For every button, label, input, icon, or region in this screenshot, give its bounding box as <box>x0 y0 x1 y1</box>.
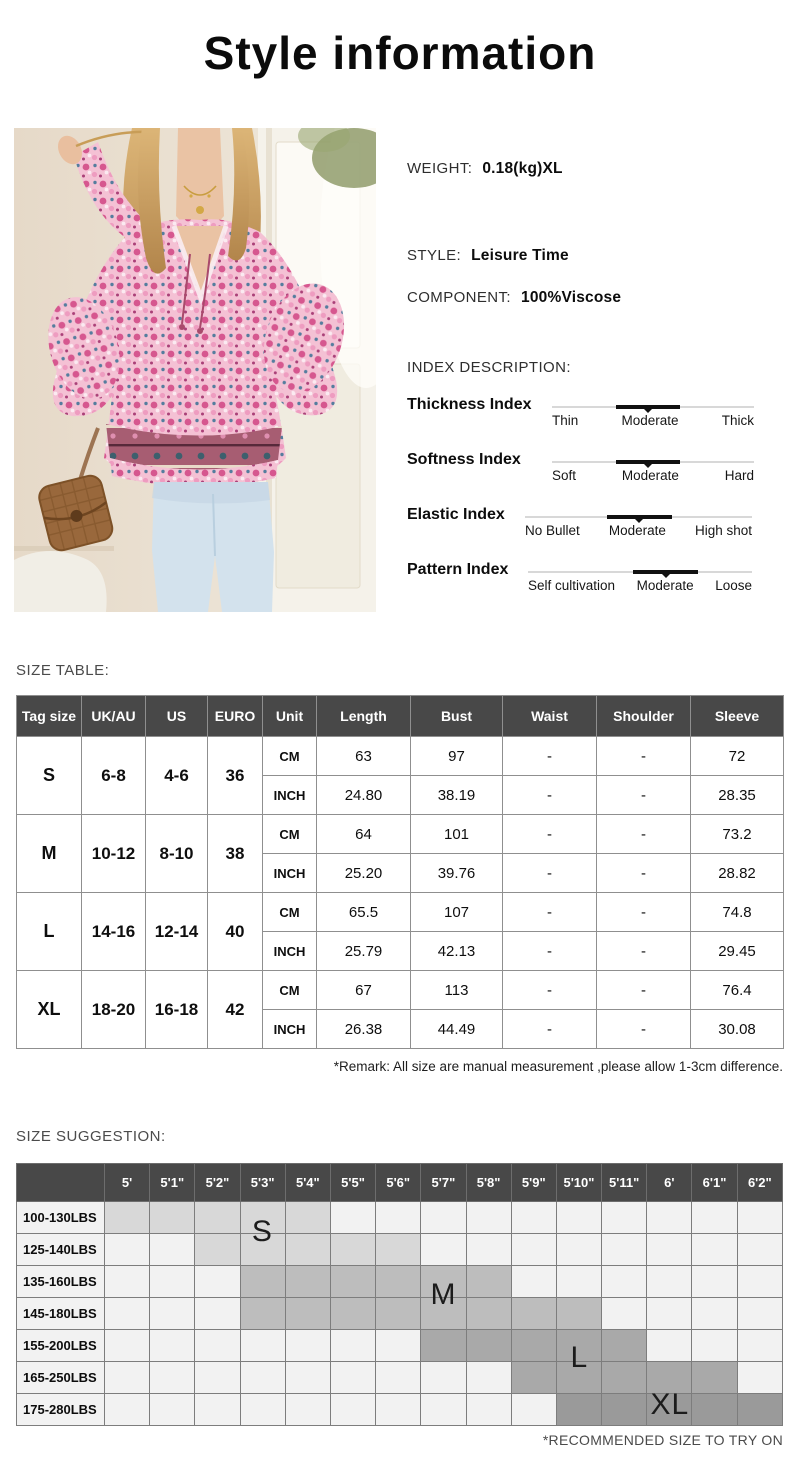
size-suggestion-header <box>17 1164 783 1202</box>
index-track <box>552 406 754 408</box>
measure-cell: - <box>503 971 597 1010</box>
index-option: Moderate <box>621 468 679 483</box>
measure-cell: 65.5 <box>317 893 411 932</box>
index-option: Hard <box>724 468 754 483</box>
measure-cell: 63 <box>317 737 411 776</box>
index-name: Pattern Index <box>407 561 509 578</box>
measure-cell: 74.8 <box>691 893 784 932</box>
size-cell: 38 <box>208 815 263 893</box>
empty-cell <box>511 1234 556 1266</box>
weight-label: 125-140LBS <box>17 1234 105 1266</box>
size-cell: 6-8 <box>82 737 146 815</box>
unit-cell: CM <box>263 893 317 932</box>
weight-value: 0.18(kg)XL <box>482 160 563 177</box>
measure-cell: - <box>597 932 691 971</box>
empty-cell <box>240 1362 285 1394</box>
measure-cell: - <box>503 737 597 776</box>
empty-cell <box>330 1362 375 1394</box>
recommended-cell <box>285 1298 330 1330</box>
recommended-cell <box>330 1298 375 1330</box>
unit-cell: CM <box>263 971 317 1010</box>
recommended-cell <box>737 1394 782 1426</box>
empty-cell <box>511 1394 556 1426</box>
index-option: Self cultivation <box>528 578 616 593</box>
size-suggestion-footnote: *RECOMMENDED SIZE TO TRY ON <box>542 1432 783 1448</box>
size-cell: 14-16 <box>82 893 146 971</box>
empty-cell <box>692 1266 737 1298</box>
suggestion-row <box>17 1234 783 1266</box>
suggestion-row <box>17 1298 783 1330</box>
index-options <box>528 578 752 593</box>
index-option: High shot <box>694 523 752 538</box>
index-value-bar <box>633 570 698 574</box>
empty-cell <box>285 1362 330 1394</box>
empty-cell <box>195 1394 240 1426</box>
table-row <box>17 893 784 932</box>
index-option: No Bullet <box>525 523 580 538</box>
index-row-pattern-index <box>407 561 787 613</box>
column-header: Shoulder <box>597 696 691 737</box>
empty-cell <box>737 1362 782 1394</box>
recommended-cell <box>556 1394 601 1426</box>
height-header: 5'6" <box>376 1164 421 1202</box>
measure-cell: 39.76 <box>411 854 503 893</box>
empty-cell <box>150 1298 195 1330</box>
column-header: Bust <box>411 696 503 737</box>
measure-cell: - <box>597 1010 691 1049</box>
empty-cell <box>240 1394 285 1426</box>
page-title: Style information <box>203 27 597 79</box>
recommended-cell <box>511 1330 556 1362</box>
index-option: Moderate <box>621 413 679 428</box>
recommended-cell <box>376 1298 421 1330</box>
recommended-cell <box>421 1330 466 1362</box>
weight-label: 145-180LBS <box>17 1298 105 1330</box>
empty-cell <box>330 1330 375 1362</box>
measure-cell: 42.13 <box>411 932 503 971</box>
empty-cell <box>285 1330 330 1362</box>
unit-cell: INCH <box>263 1010 317 1049</box>
index-options <box>552 413 754 428</box>
empty-cell <box>556 1202 601 1234</box>
unit-cell: CM <box>263 737 317 776</box>
recommended-cell <box>692 1362 737 1394</box>
index-value-bar <box>616 460 680 464</box>
measure-cell: 26.38 <box>317 1010 411 1049</box>
empty-cell <box>285 1394 330 1426</box>
size-letter-m: M <box>430 1278 457 1312</box>
size-cell: M <box>17 815 82 893</box>
size-table-header <box>17 696 784 737</box>
index-name: Softness Index <box>407 451 521 468</box>
size-suggestion-table <box>16 1163 783 1426</box>
measure-cell: 64 <box>317 815 411 854</box>
size-table-heading: SIZE TABLE: <box>16 662 110 679</box>
measure-cell: 28.35 <box>691 776 784 815</box>
measure-cell: 97 <box>411 737 503 776</box>
empty-cell <box>421 1394 466 1426</box>
empty-cell <box>692 1234 737 1266</box>
size-cell: 42 <box>208 971 263 1049</box>
size-table-remark: *Remark: All size are manual measurement ,please allow 1-3cm difference. <box>333 1059 783 1074</box>
table-row <box>17 737 784 776</box>
recommended-cell <box>330 1234 375 1266</box>
empty-cell <box>195 1266 240 1298</box>
size-cell: 36 <box>208 737 263 815</box>
size-cell: 10-12 <box>82 815 146 893</box>
height-header: 5'7" <box>421 1164 466 1202</box>
empty-cell <box>421 1202 466 1234</box>
size-suggestion-heading: SIZE SUGGESTION: <box>16 1128 166 1145</box>
height-header: 6'1" <box>692 1164 737 1202</box>
table-row <box>17 815 784 854</box>
recommended-cell <box>466 1298 511 1330</box>
height-header: 5'3" <box>240 1164 285 1202</box>
recommended-cell <box>376 1266 421 1298</box>
size-letter-s: S <box>251 1215 273 1249</box>
height-header: 5'5" <box>330 1164 375 1202</box>
recommended-cell <box>602 1330 647 1362</box>
index-option: Moderate <box>608 523 666 538</box>
index-track <box>552 461 754 463</box>
corner-cell <box>17 1164 105 1202</box>
measure-cell: - <box>597 854 691 893</box>
style-label: STYLE: <box>407 247 462 264</box>
recommended-cell <box>511 1362 556 1394</box>
size-cell: S <box>17 737 82 815</box>
recommended-cell <box>602 1394 647 1426</box>
measure-cell: 25.20 <box>317 854 411 893</box>
empty-cell <box>556 1266 601 1298</box>
empty-cell <box>602 1234 647 1266</box>
size-table-header-row <box>17 696 784 737</box>
suggestion-row <box>17 1330 783 1362</box>
empty-cell <box>692 1298 737 1330</box>
suggestion-row <box>17 1266 783 1298</box>
empty-cell <box>602 1266 647 1298</box>
product-photo <box>14 128 376 612</box>
recommended-cell <box>240 1266 285 1298</box>
height-header: 5'4" <box>285 1164 330 1202</box>
empty-cell <box>195 1330 240 1362</box>
index-description-heading: INDEX DESCRIPTION: <box>407 359 571 376</box>
unit-cell: INCH <box>263 932 317 971</box>
measure-cell: 24.80 <box>317 776 411 815</box>
recommended-cell <box>285 1266 330 1298</box>
index-name: Elastic Index <box>407 506 505 523</box>
measure-cell: - <box>503 776 597 815</box>
measure-cell: - <box>503 815 597 854</box>
empty-cell <box>602 1298 647 1330</box>
recommended-cell <box>511 1298 556 1330</box>
measure-cell: - <box>597 776 691 815</box>
empty-cell <box>647 1202 692 1234</box>
measure-cell: 28.82 <box>691 854 784 893</box>
recommended-cell <box>556 1298 601 1330</box>
empty-cell <box>466 1234 511 1266</box>
table-row <box>17 971 784 1010</box>
empty-cell <box>150 1394 195 1426</box>
empty-cell <box>105 1266 150 1298</box>
index-name: Thickness Index <box>407 396 532 413</box>
empty-cell <box>647 1330 692 1362</box>
measure-cell: - <box>503 1010 597 1049</box>
empty-cell <box>150 1362 195 1394</box>
size-cell: XL <box>17 971 82 1049</box>
empty-cell <box>737 1266 782 1298</box>
style-value: Leisure Time <box>471 247 569 264</box>
unit-cell: CM <box>263 815 317 854</box>
empty-cell <box>647 1298 692 1330</box>
measure-cell: - <box>597 815 691 854</box>
measure-cell: 101 <box>411 815 503 854</box>
column-header: Tag size <box>17 696 82 737</box>
measure-cell: 113 <box>411 971 503 1010</box>
index-options <box>525 523 752 538</box>
size-table <box>16 695 784 1049</box>
recommended-cell <box>466 1266 511 1298</box>
recommended-cell <box>330 1266 375 1298</box>
empty-cell <box>466 1394 511 1426</box>
height-header: 5'11" <box>602 1164 647 1202</box>
measure-cell: 73.2 <box>691 815 784 854</box>
recommended-cell <box>195 1234 240 1266</box>
component-label: COMPONENT: <box>407 289 512 306</box>
size-cell: 4-6 <box>146 737 208 815</box>
measure-cell: 44.49 <box>411 1010 503 1049</box>
empty-cell <box>195 1362 240 1394</box>
empty-cell <box>511 1266 556 1298</box>
measure-cell: 29.45 <box>691 932 784 971</box>
index-value-bar <box>607 515 672 519</box>
suggestion-row <box>17 1202 783 1234</box>
height-header: 5'9" <box>511 1164 556 1202</box>
size-cell: 18-20 <box>82 971 146 1049</box>
empty-cell <box>737 1298 782 1330</box>
empty-cell <box>376 1362 421 1394</box>
column-header: US <box>146 696 208 737</box>
height-header: 6' <box>647 1164 692 1202</box>
size-cell: 16-18 <box>146 971 208 1049</box>
height-header: 5'10" <box>556 1164 601 1202</box>
column-header: Sleeve <box>691 696 784 737</box>
size-letter-xl: XL <box>650 1388 690 1422</box>
empty-cell <box>376 1202 421 1234</box>
empty-cell <box>376 1394 421 1426</box>
empty-cell <box>737 1330 782 1362</box>
measure-cell: - <box>503 932 597 971</box>
recommended-cell <box>240 1298 285 1330</box>
index-value-bar <box>616 405 680 409</box>
column-header: UK/AU <box>82 696 146 737</box>
empty-cell <box>647 1266 692 1298</box>
index-option: Loose <box>715 578 752 593</box>
suggestion-header-row <box>17 1164 783 1202</box>
unit-cell: INCH <box>263 854 317 893</box>
empty-cell <box>511 1202 556 1234</box>
empty-cell <box>330 1394 375 1426</box>
empty-cell <box>376 1330 421 1362</box>
empty-cell <box>466 1362 511 1394</box>
size-cell: L <box>17 893 82 971</box>
measure-cell: - <box>597 971 691 1010</box>
empty-cell <box>737 1234 782 1266</box>
empty-cell <box>737 1202 782 1234</box>
weight-label: 135-160LBS <box>17 1266 105 1298</box>
measure-cell: 25.79 <box>317 932 411 971</box>
weight-label: 155-200LBS <box>17 1330 105 1362</box>
empty-cell <box>195 1298 240 1330</box>
recommended-cell <box>150 1202 195 1234</box>
empty-cell <box>105 1362 150 1394</box>
measure-cell: - <box>597 893 691 932</box>
empty-cell <box>105 1330 150 1362</box>
height-header: 5'1" <box>150 1164 195 1202</box>
empty-cell <box>150 1330 195 1362</box>
recommended-cell <box>285 1234 330 1266</box>
index-row-softness-index <box>407 451 787 503</box>
empty-cell <box>105 1234 150 1266</box>
index-row-elastic-index <box>407 506 787 558</box>
recommended-cell <box>602 1362 647 1394</box>
empty-cell <box>105 1298 150 1330</box>
index-option: Moderate <box>636 578 694 593</box>
size-letter-l: L <box>570 1341 589 1374</box>
weight-label: 175-280LBS <box>17 1394 105 1426</box>
index-option: Soft <box>552 468 577 483</box>
component-attribute <box>407 289 621 307</box>
measure-cell: 76.4 <box>691 971 784 1010</box>
recommended-cell <box>466 1330 511 1362</box>
size-cell: 12-14 <box>146 893 208 971</box>
empty-cell <box>692 1202 737 1234</box>
empty-cell <box>602 1202 647 1234</box>
size-table-body <box>17 737 784 1049</box>
index-row-thickness-index <box>407 396 787 448</box>
recommended-cell <box>376 1234 421 1266</box>
empty-cell <box>421 1362 466 1394</box>
measure-cell: 67 <box>317 971 411 1010</box>
height-header: 6'2" <box>737 1164 782 1202</box>
index-option: Thick <box>721 413 754 428</box>
weight-attribute <box>407 160 563 178</box>
measure-cell: - <box>503 893 597 932</box>
height-header: 5'2" <box>195 1164 240 1202</box>
column-header: Length <box>317 696 411 737</box>
measure-cell: 38.19 <box>411 776 503 815</box>
recommended-cell <box>285 1202 330 1234</box>
column-header: Unit <box>263 696 317 737</box>
measure-cell: 107 <box>411 893 503 932</box>
weight-label: WEIGHT: <box>407 160 473 177</box>
empty-cell <box>105 1394 150 1426</box>
style-attribute <box>407 247 569 265</box>
height-header: 5'8" <box>466 1164 511 1202</box>
column-header: Waist <box>503 696 597 737</box>
recommended-cell <box>105 1202 150 1234</box>
index-track <box>528 571 752 573</box>
empty-cell <box>556 1234 601 1266</box>
empty-cell <box>240 1330 285 1362</box>
index-option: Thin <box>552 413 579 428</box>
measure-cell: 30.08 <box>691 1010 784 1049</box>
empty-cell <box>647 1234 692 1266</box>
measure-cell: 72 <box>691 737 784 776</box>
recommended-cell <box>692 1394 737 1426</box>
unit-cell: INCH <box>263 776 317 815</box>
size-cell: 8-10 <box>146 815 208 893</box>
product-photo-illustration <box>14 128 376 612</box>
recommended-cell <box>195 1202 240 1234</box>
height-header: 5' <box>105 1164 150 1202</box>
size-cell: 40 <box>208 893 263 971</box>
weight-label: 100-130LBS <box>17 1202 105 1234</box>
index-options <box>552 468 754 483</box>
index-track <box>525 516 752 518</box>
measure-cell: - <box>597 737 691 776</box>
empty-cell <box>421 1234 466 1266</box>
measure-cell: - <box>503 854 597 893</box>
empty-cell <box>150 1234 195 1266</box>
empty-cell <box>466 1202 511 1234</box>
empty-cell <box>692 1330 737 1362</box>
column-header: EURO <box>208 696 263 737</box>
weight-label: 165-250LBS <box>17 1362 105 1394</box>
empty-cell <box>150 1266 195 1298</box>
component-value: 100%Viscose <box>521 289 622 306</box>
empty-cell <box>330 1202 375 1234</box>
